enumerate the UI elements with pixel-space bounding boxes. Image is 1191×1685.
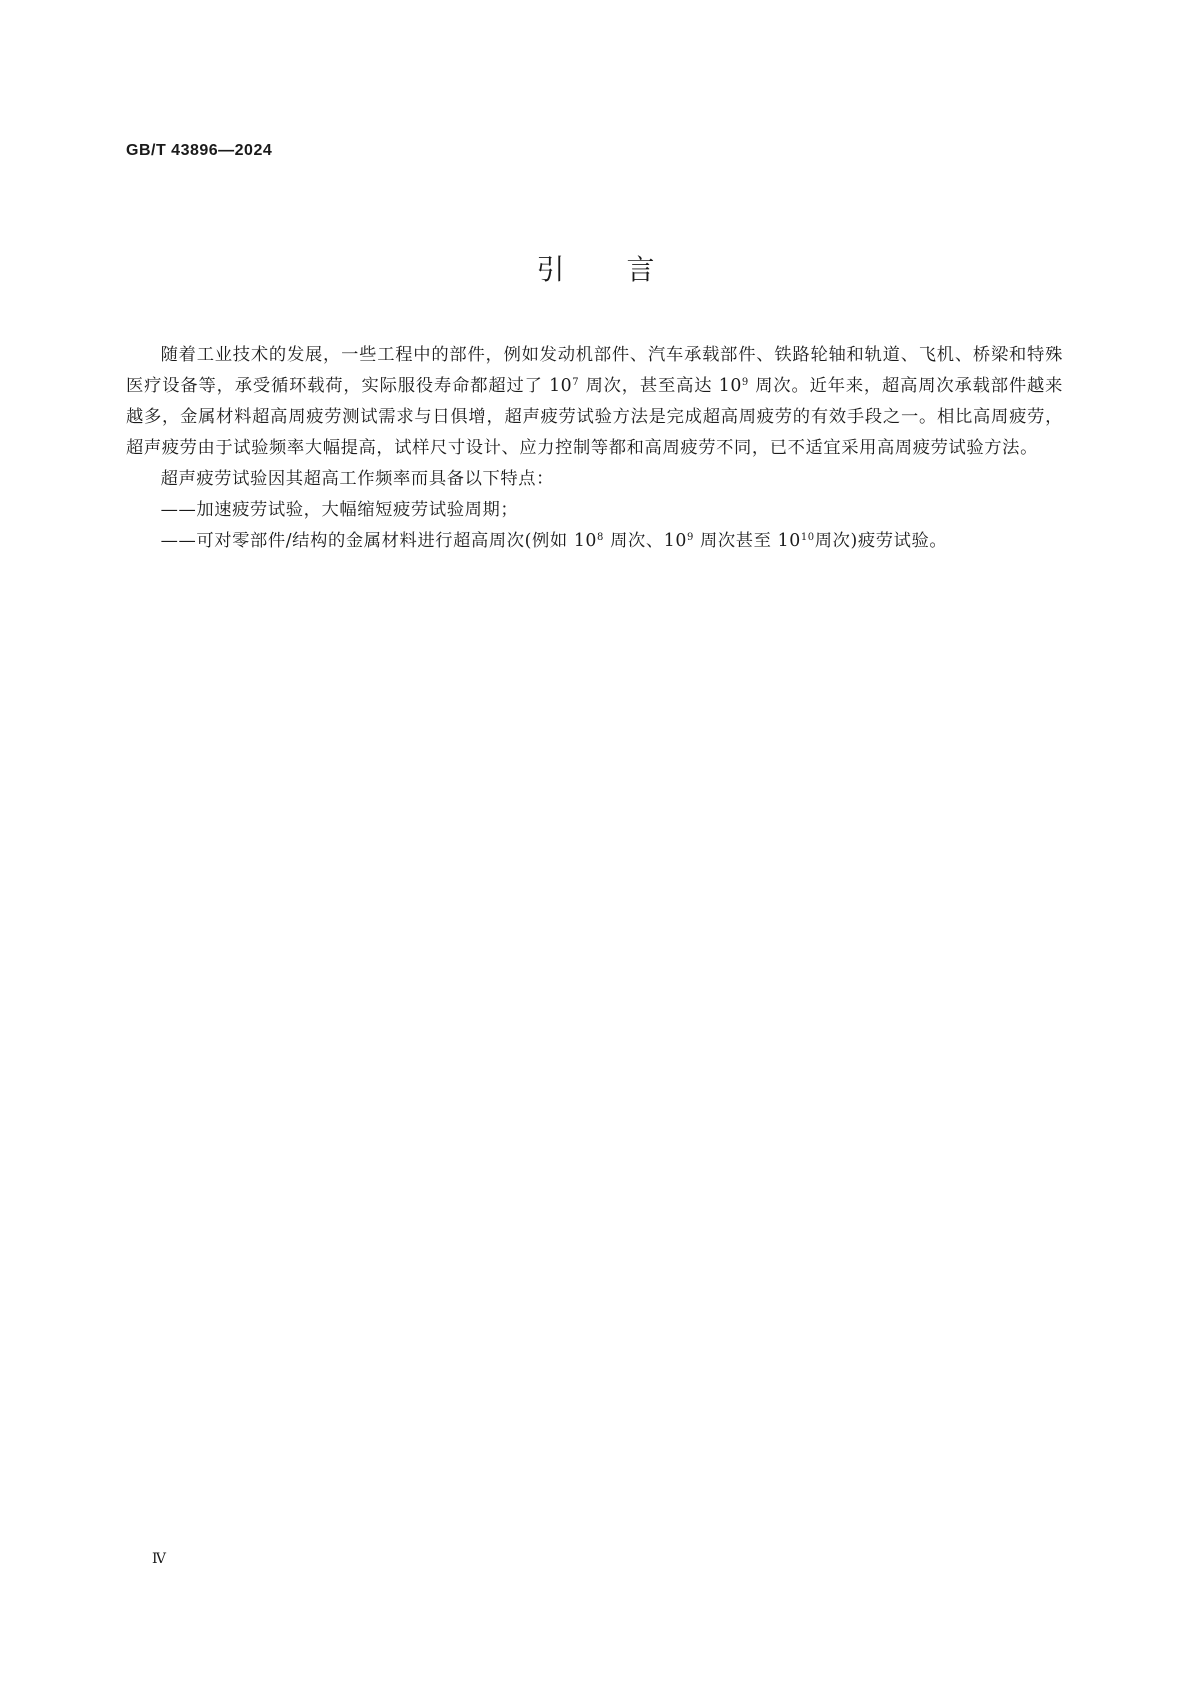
list-item-text-2: 周次、10 [604, 531, 687, 551]
exponent-9b: 9 [686, 532, 694, 543]
standard-code: GB/T 43896—2024 [126, 142, 273, 159]
list-item-text-3: 周次甚至 10 [693, 531, 801, 551]
exponent-9: 9 [741, 377, 749, 388]
title-char-1: 引 [536, 253, 565, 286]
list-item-text-4: 周次)疲劳试验。 [814, 531, 948, 551]
section-title [0, 248, 1191, 288]
paragraph-intro-text-1: 随着工业技术的发展，一些工程中的部件，例如发动机部件、汽车承载部件、铁路轮轴和轨道、飞机、桥梁和特殊医疗设备等，承受循环载荷，实际服役寿命都超过了 10 [126, 345, 1063, 396]
introduction-body [126, 340, 1063, 557]
page-number: Ⅳ [152, 1551, 166, 1567]
exponent-10: 10 [800, 532, 815, 543]
paragraph-intro [126, 340, 1063, 464]
paragraph-intro-text-3: 周次。近年来，超高周次承载部件越来越多，金属材料超高周疲劳测试需求与日俱增，超声疲劳试验方法是完成超高周疲劳的有效手段之一。相比高周疲劳，超声疲劳由于试验频率大幅提高，试样尺寸设计、应力控制等都和高周疲劳不同，已不适宜采用高周疲劳试验方法。 [126, 376, 1064, 458]
list-item-accelerate: ——加速疲劳试验，大幅缩短疲劳试验周期； [160, 500, 519, 520]
exponent-8: 8 [597, 532, 604, 543]
paragraph-features-lead: 超声疲劳试验因其超高工作频率而具备以下特点： [160, 469, 554, 489]
list-item-very-high-cycle [126, 526, 1063, 557]
paragraph-intro-text-2: 周次，甚至高达 10 [579, 376, 742, 396]
title-char-2: 言 [626, 253, 655, 286]
list-item-text-1: ——可对零部件/结构的金属材料进行超高周次(例如 10 [160, 531, 598, 551]
exponent-7: 7 [572, 377, 580, 388]
